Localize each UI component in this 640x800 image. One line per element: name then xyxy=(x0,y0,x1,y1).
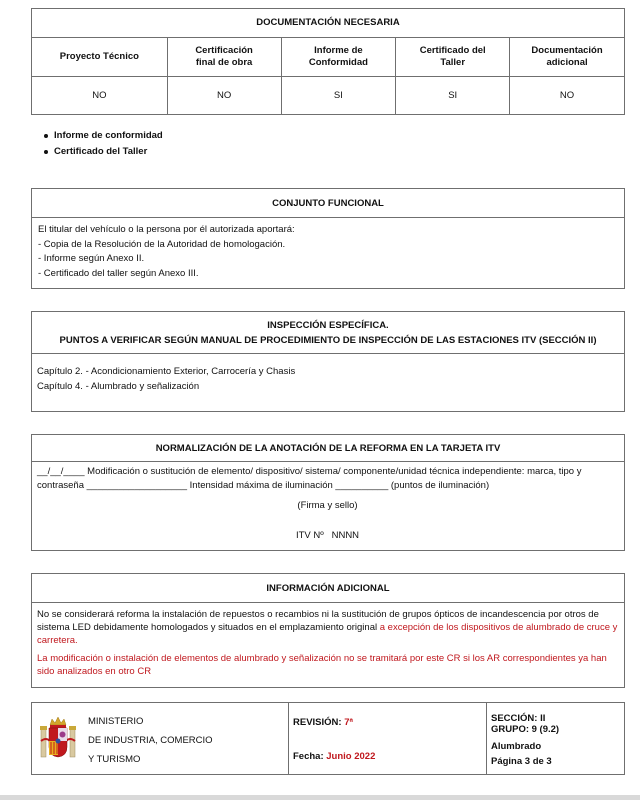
revision-block xyxy=(288,703,486,774)
fecha: Fecha: Junio 2022 xyxy=(293,751,376,762)
inspeccion-section xyxy=(31,311,625,412)
section-title: INSPECCIÓN ESPECÍFICA. PUNTOS A VERIFICAR SEGÚN MANUAL DE PROCEDIMIENTO DE INSPECCIÓN DE LAS ESTACIONES ITV (SECCIÓN II) xyxy=(32,312,624,354)
section-title: INFORMACIÓN ADICIONAL xyxy=(32,574,624,603)
column-header-documentacion-adicional: Documentación adicional xyxy=(510,38,625,77)
column-header-proyecto: Proyecto Técnico xyxy=(32,38,168,77)
list-item: Informe de conformidad xyxy=(44,128,163,144)
ministry-name: MINISTERIO DE INDUSTRIA, COMERCIO Y TURISMO xyxy=(88,716,213,765)
table-row xyxy=(32,77,625,115)
list-item: Certificado del Taller xyxy=(44,144,163,160)
seccion-grupo: SECCIÓN: II GRUPO: 9 (9.2) xyxy=(491,713,560,735)
topic: Alumbrado xyxy=(491,741,542,752)
section-body xyxy=(32,603,624,682)
info-paragraph: No se considerará reforma la instalación de repuestos o recambios ni la sustitución de grupos ópticos de incandescencia por otros de sistema LED debidamente homologados y situados en el emplazamiento original a excepción de los dispositivos de alumbrado de cruce y carretera. xyxy=(37,609,618,646)
topic-page xyxy=(491,739,552,769)
informacion-adicional-section xyxy=(31,573,625,688)
itv-number: ITV Nº NNNN xyxy=(295,529,360,541)
section-body: El titular del vehículo o la persona por él autorizada aportará: - Copia de la Resolución de la Autoridad de homologación. - Informe según Anexo II. - Certificado del taller según Anexo III. xyxy=(38,224,295,279)
table-cell: NO xyxy=(167,77,281,115)
ministry-block xyxy=(32,703,288,774)
documentation-table xyxy=(31,8,625,115)
page-footer xyxy=(31,702,625,775)
signature-label: (Firma y sello) xyxy=(297,500,358,511)
required-docs-list xyxy=(44,128,163,160)
table-cell: NO xyxy=(510,77,625,115)
table-cell: SI xyxy=(396,77,510,115)
page-number: Página 3 de 3 xyxy=(491,756,552,767)
section-info-block xyxy=(486,703,624,774)
section-body xyxy=(32,462,624,546)
coat-of-arms-icon xyxy=(40,715,76,759)
documentation-title: DOCUMENTACIÓN NECESARIA xyxy=(32,9,625,38)
viewer-bottom-bar xyxy=(0,795,640,800)
column-header-certificado-taller: Certificado del Taller xyxy=(396,38,510,77)
section-title: CONJUNTO FUNCIONAL xyxy=(32,189,624,218)
annotation-line: contraseña ___________________ Intensidad máxima de iluminación __________ (puntos de iluminación) xyxy=(37,479,490,491)
section-title: NORMALIZACIÓN DE LA ANOTACIÓN DE LA REFORMA EN LA TARJETA ITV xyxy=(32,435,624,462)
table-cell: SI xyxy=(281,77,396,115)
conjunto-funcional-section xyxy=(31,188,625,289)
column-header-informe: Informe de Conformidad xyxy=(281,38,396,77)
column-header-certificacion: Certificación final de obra xyxy=(167,38,281,77)
bullet-icon xyxy=(44,150,48,154)
normalizacion-section xyxy=(31,434,625,551)
revision: REVISIÓN: 7ª xyxy=(293,717,354,728)
annotation-line: __/__/____ Modificación o sustitución de elemento/ dispositivo/ sistema/ componente/unidad técnica independiente: marca, tipo y xyxy=(37,466,582,477)
info-paragraph: La modificación o instalación de elementos de alumbrado y señalización no se tramitará por este CR si los AR correspondientes ya han sido analizados en otro CR xyxy=(37,653,607,677)
section-body: Capítulo 2. - Acondicionamiento Exterior, Carrocería y Chasis Capítulo 4. - Alumbrado y señalización xyxy=(37,366,296,392)
bullet-icon xyxy=(44,134,48,138)
table-cell: NO xyxy=(32,77,168,115)
